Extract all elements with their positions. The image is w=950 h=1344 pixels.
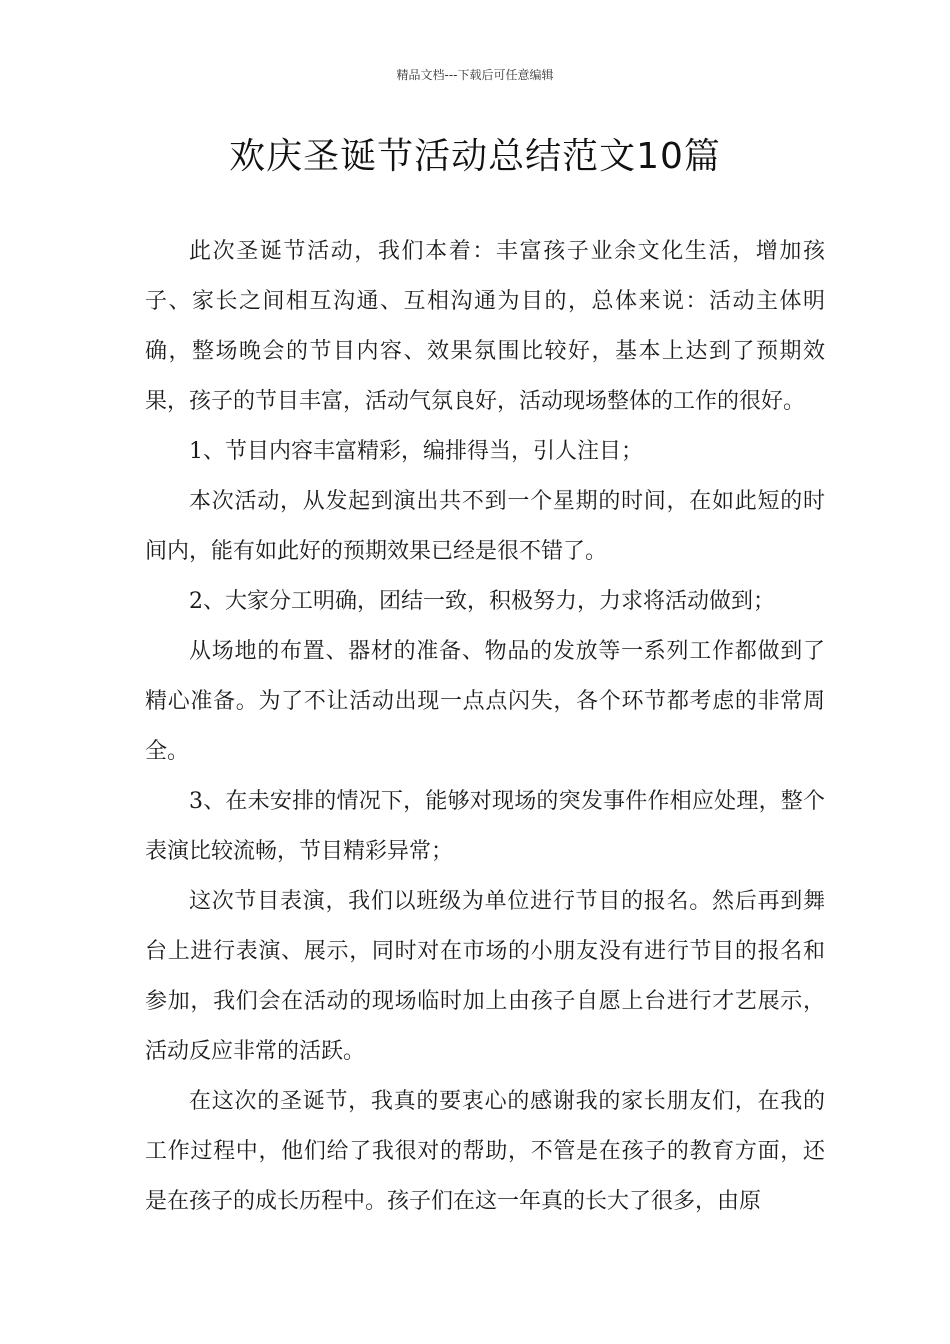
document-body [145, 227, 825, 1227]
document-title: 欢庆圣诞节活动总结范文10篇 [229, 136, 721, 177]
paragraph: 从场地的布置、器材的准备、物品的发放等一系列工作都做到了精心准备。为了不让活动出现一点点闪失，各个环节都考虑的非常周全。 [145, 639, 825, 764]
header-note: 精品文档---下载后可任意编辑 [396, 68, 554, 82]
paragraph: 此次圣诞节活动，我们本着：丰富孩子业余文化生活，增加孩子、家长之间相互沟通、互相沟通为目的，总体来说：活动主体明确，整场晚会的节目内容、效果氛围比较好，基本上达到了预期效果，孩子的节目丰富，活动气氛良好，活动现场整体的工作的很好。 [145, 239, 825, 414]
paragraph: 在这次的圣诞节，我真的要衷心的感谢我的家长朋友们，在我的工作过程中，他们给了我很对的帮助，不管是在孩子的教育方面，还是在孩子的成长历程中。孩子们在这一年真的长大了很多，由原 [145, 1089, 825, 1214]
paragraph: 3、在未安排的情况下，能够对现场的突发事件作相应处理，整个表演比较流畅，节目精彩异常； [145, 789, 825, 864]
paragraph: 本次活动，从发起到演出共不到一个星期的时间，在如此短的时间内，能有如此好的预期效果已经是很不错了。 [145, 489, 825, 564]
paragraph: 1、节目内容丰富精彩，编排得当，引人注目； [189, 439, 643, 464]
paragraph: 这次节目表演，我们以班级为单位进行节目的报名。然后再到舞台上进行表演、展示，同时对在市场的小朋友没有进行节目的报名和参加，我们会在活动的现场临时加上由孩子自愿上台进行才艺展示，活动反应非常的活跃。 [145, 889, 825, 1064]
paragraph: 2、大家分工明确，团结一致，积极努力，力求将活动做到； [189, 589, 775, 614]
